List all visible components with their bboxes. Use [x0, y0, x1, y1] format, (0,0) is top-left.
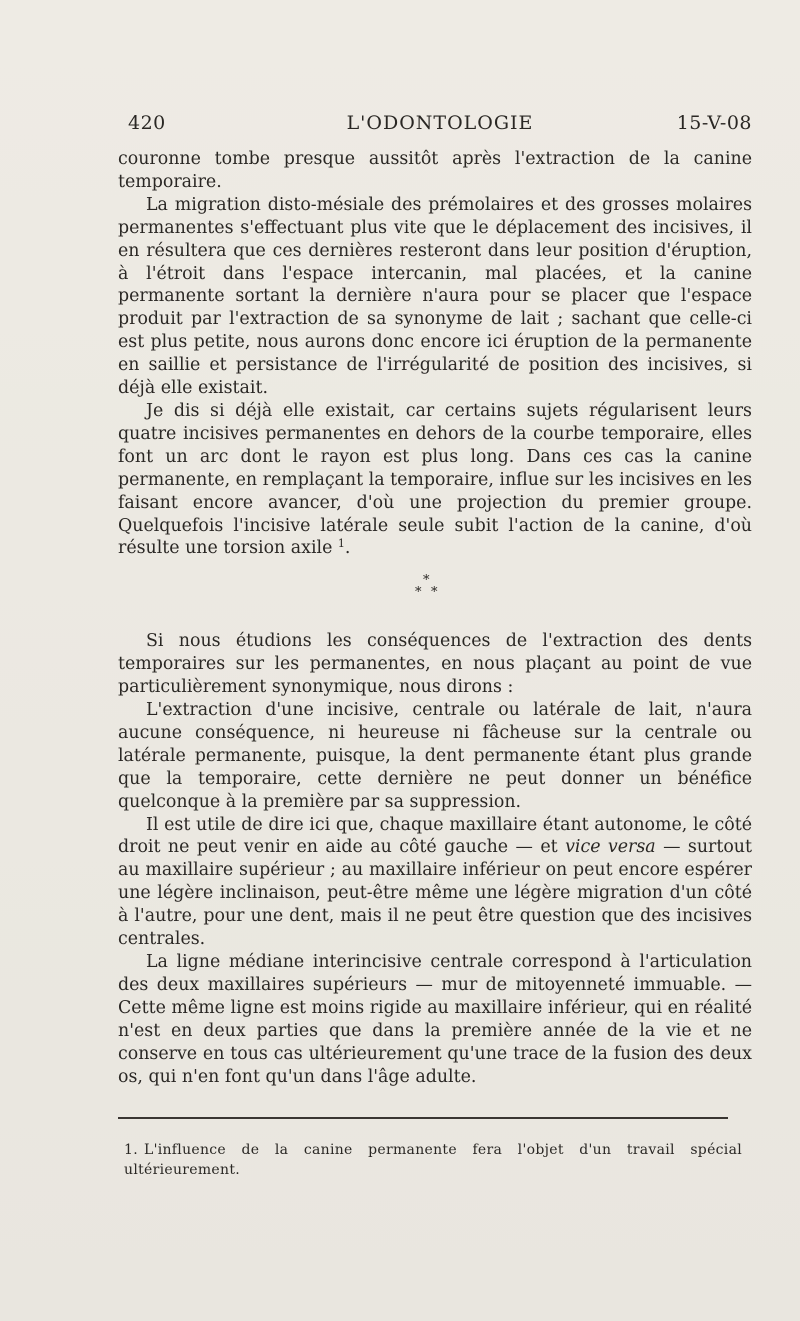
journal-title: L'ODONTOLOGIE [346, 112, 534, 134]
paragraph: Si nous étudions les conséquences de l'extraction des dents temporaires sur les permanentes, en nous plaçant au point de vue particulièrement synonymique, nous dirons : [118, 631, 752, 698]
paragraph-text: — surtout au maxillaire supérieur ; au maxillaire inférieur on peut encore espérer une légère inclinaison, peut-être même une légère migration d'un côté à l'autre, pour une dent, mais il ne peut être question que des incisives centrales. [118, 837, 752, 950]
footnote-text: L'influence de la canine permanente fera l'objet d'un travail spécial ultérieurement. [124, 1142, 742, 1178]
paragraph-end: . [344, 538, 351, 559]
article-body [118, 148, 752, 1088]
paragraph: La ligne médiane interincisive centrale correspond à l'articulation des deux maxillaires supérieurs — mur de mitoyenneté immuable. — Cette même ligne est moins rigide au maxillaire inférieur, qui en réalité n'est en deux parties que dans la première année de la vie et ne conserve en tous cas ultérieurement qu'une trace de la fusion des deux os, qui n'en font qu'un dans l'âge adulte. [118, 952, 752, 1087]
paragraph [118, 814, 752, 951]
asterisk-ornament: * [431, 585, 438, 601]
page-number: 420 [128, 112, 166, 134]
footnote [124, 1140, 742, 1180]
paragraph-text: Je dis si déjà elle existait, car certains sujets régularisent leurs quatre incisives permanentes en dehors de la courbe temporaire, elles font un arc dont le rayon est plus long. Dans ces cas la canine permanente, en remplaçant la temporaire, influe sur les incisives en les faisant encore avancer, d'où une projection du premier groupe. Quelquefois l'incisive latérale seule subit l'action de la canine, d'où résulte une torsion axile [118, 400, 752, 559]
asterisk-ornament: * [415, 585, 422, 601]
paragraph-text: Il est utile de dire ici que, chaque maxillaire étant autonome, le côté droit ne peut venir en aide au côté gauche — et [118, 814, 752, 858]
footnote-reference[interactable]: 1 [337, 537, 345, 551]
footnote-divider [118, 1117, 728, 1119]
paragraph [118, 400, 752, 560]
issue-date: 15-V-08 [676, 112, 752, 134]
section-break-asterism [118, 570, 752, 616]
asterisk-ornament: * [423, 573, 430, 589]
italic-phrase: vice versa [565, 837, 656, 858]
running-header [128, 112, 752, 142]
paragraph: La migration disto-mésiale des prémolaires et des grosses molaires permanentes s'effectuant plus vite que le déplacement des incisives, il en résultera que ces dernières resteront dans leur position d'éruption, à l'étroit dans l'espace intercanin, mal placées, et la canine permanente sortant la dernière n'aura pour se placer que l'espace produit par l'extraction de sa synonyme de lait ; sachant que celle-ci est plus petite, nous aurons donc encore ici éruption de la permanente en saillie et persistance de l'irrégularité de position des incisives, si déjà elle existait. [118, 194, 752, 399]
paragraph: couronne tombe presque aussitôt après l'extraction de la canine temporaire. [118, 149, 752, 192]
paragraph: L'extraction d'une incisive, centrale ou latérale de lait, n'aura aucune conséquence, ni heureuse ni fâcheuse sur la centrale ou latérale permanente, puisque, la dent permanente étant plus grande que la temporaire, cette dernière ne peut donner un bénéfice quelconque à la première par sa suppression. [118, 700, 752, 812]
footnote-marker: 1. [124, 1142, 138, 1158]
